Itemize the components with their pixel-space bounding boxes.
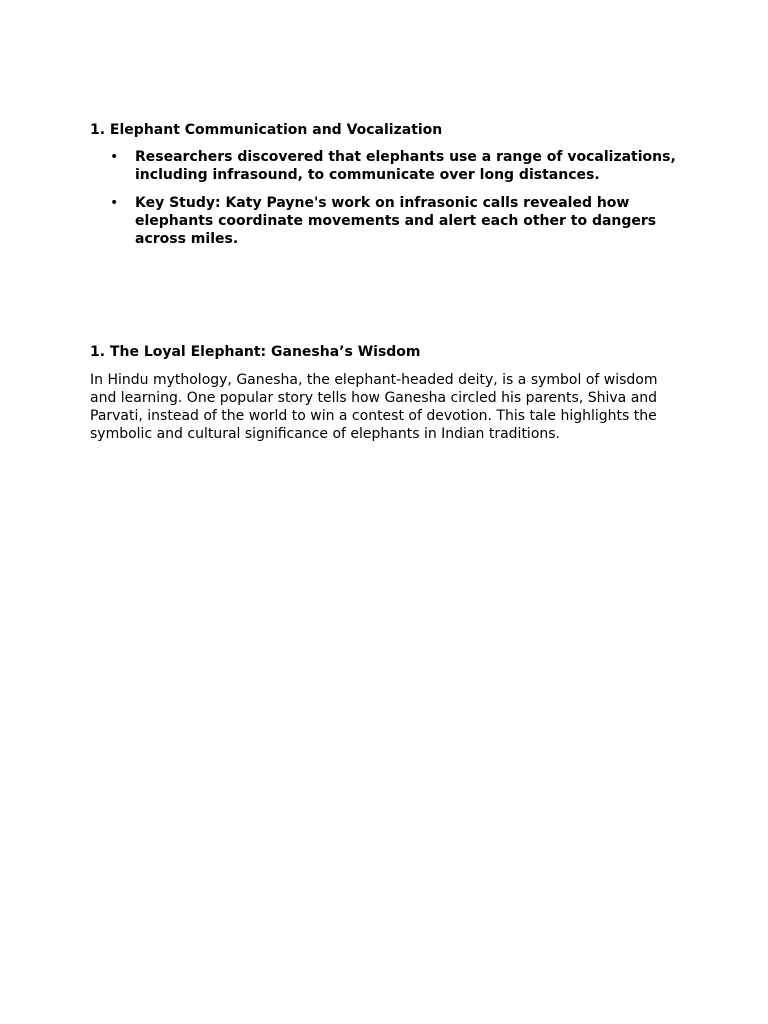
bullet-text: Key Study: Katy Payne's work on infrasonic calls revealed how elephants coordinate movements and alert each other to dangers across miles.: [135, 195, 657, 247]
body-paragraph: In Hindu mythology, Ganesha, the elephant-headed deity, is a symbol of wisdom and learning. One popular story tells how Ganesha circled his parents, Shiva and Parvati, instead of the world to win a contest of devotion. This tale highlights the symbolic and cultural significance of elephants in Indian traditions.: [90, 372, 658, 442]
section-ganesha-wisdom: [90, 343, 680, 443]
bullet-item: [90, 194, 680, 248]
bullet-text: Researchers discovered that elephants use a range of vocalizations, including infrasound, to communicate over long distances.: [135, 149, 676, 183]
bullet-icon: •: [110, 195, 119, 211]
bullet-item: [90, 148, 680, 184]
section-elephant-communication: [90, 121, 680, 258]
bullet-icon: •: [110, 149, 119, 165]
section-heading: 1. Elephant Communication and Vocalization: [90, 122, 443, 138]
bullet-list: [90, 148, 680, 248]
section-heading: 1. The Loyal Elephant: Ganesha’s Wisdom: [90, 344, 421, 360]
